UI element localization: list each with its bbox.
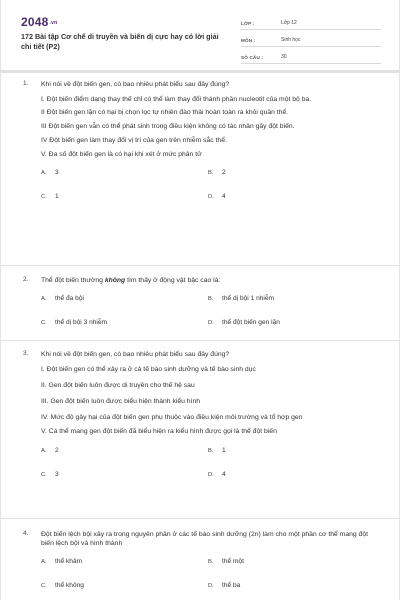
statement: I. Đột biến điểm dạng thay thế chỉ có thể làm thay đổi thành phần nucleotit của một bộ ba. [41,96,312,103]
question-1 [1,80,400,202]
question-divider [1,340,400,341]
question-number: 1. [23,80,29,87]
header-divider [1,70,400,73]
site-logo[interactable]: 2048.vn [21,15,58,29]
question-text: Đột biến lệch bội xảy ra trong nguyên phân ở các tế bào sinh dưỡng (2n) làm cho một phần cơ thể mang đột biến lệch bội và hình thành [41,531,368,547]
option-a[interactable]: A. 2 [41,447,59,454]
answer-options [41,557,375,591]
statement: IV. Mức độ gây hại của đột biến gen phụ thuộc vào điều kiện môi trường và tổ hợp gen [41,414,303,421]
statement: V. Cá thể mang gen đột biến đã biểu hiện ra kiểu hình được gọi là thể đột biến [41,428,277,435]
option-a[interactable]: A. 3 [41,169,59,176]
page-header [1,0,400,72]
option-b[interactable]: B. 1 [208,447,226,454]
meta-subject: MÔN : Sinh học [241,32,381,47]
option-d[interactable]: D. 4 [208,471,226,478]
question-divider [1,518,400,519]
option-c[interactable]: C. 3 [41,471,59,478]
document-title: 172 Bài tập Cơ chế di truyền và biến dị cực hay có lời giải chi tiết (P2) [21,32,219,51]
option-c[interactable]: C. thể dị bội 3 nhiễm [41,319,108,326]
question-number: 3. [23,350,29,357]
option-b[interactable]: B. thể một [208,558,244,565]
question-3 [1,350,400,480]
option-a[interactable]: A. thể khảm [41,558,83,565]
question-2 [1,276,400,328]
question-divider [1,265,400,266]
option-a[interactable]: A. thể đa bội [41,295,84,302]
question-text: Thể đột biến thường không tìm thấy ở động vật bậc cao là: [41,277,221,284]
statement: IV Đột biến gen làm thay đổi vị trí của gen trên nhiễm sắc thể. [41,137,227,144]
question-number: 2. [23,276,29,283]
option-d[interactable]: D. thể đột biến gen lặn [208,319,280,326]
statement: V. Đa số đột biến gen là có hại khi xét ở mức phân tử [41,151,202,158]
option-b[interactable]: B. thể dị bội 1 nhiễm [208,295,275,302]
statement: I. Đột biến gen có thể xảy ra ở cả tế bào sinh dưỡng và tế bào sinh dục [41,366,256,373]
meta-class: LỚP : Lớp 12 [241,15,381,30]
option-d[interactable]: D. 4 [208,193,226,200]
option-b[interactable]: B. 2 [208,169,226,176]
option-d[interactable]: D. thể ba [208,582,241,589]
option-c[interactable]: C. thể không [41,582,84,589]
question-text: Khi nói về đột biến gen, có bao nhiêu phát biểu sau đây đúng? [41,351,230,358]
answer-options [41,446,375,480]
answer-options [41,294,375,328]
document-meta [241,15,381,66]
option-c[interactable]: C. 1 [41,193,59,200]
question-4 [1,530,400,591]
meta-question-count: SỐ CÂU : 30 [241,49,381,64]
answer-options [41,168,375,202]
statement: II Đột biến gen lặn có hại bị chọn lọc tự nhiên đào thải hoàn toàn ra khỏi quần thể. [41,109,289,116]
question-number: 4. [23,530,29,537]
statement: II. Gen đột biến luôn được di truyền cho thế hệ sau [41,382,195,389]
question-text: Khi nói về đột biến gen, có bao nhiêu phát biểu sau đây đúng? [41,81,230,88]
statement: III. Gen đột biến luôn được biểu hiện thành kiểu hình [41,398,201,405]
statement: III Đột biến gen vẫn có thể phát sinh trong điều kiện không có tác nhân gây đột biến. [41,123,295,130]
